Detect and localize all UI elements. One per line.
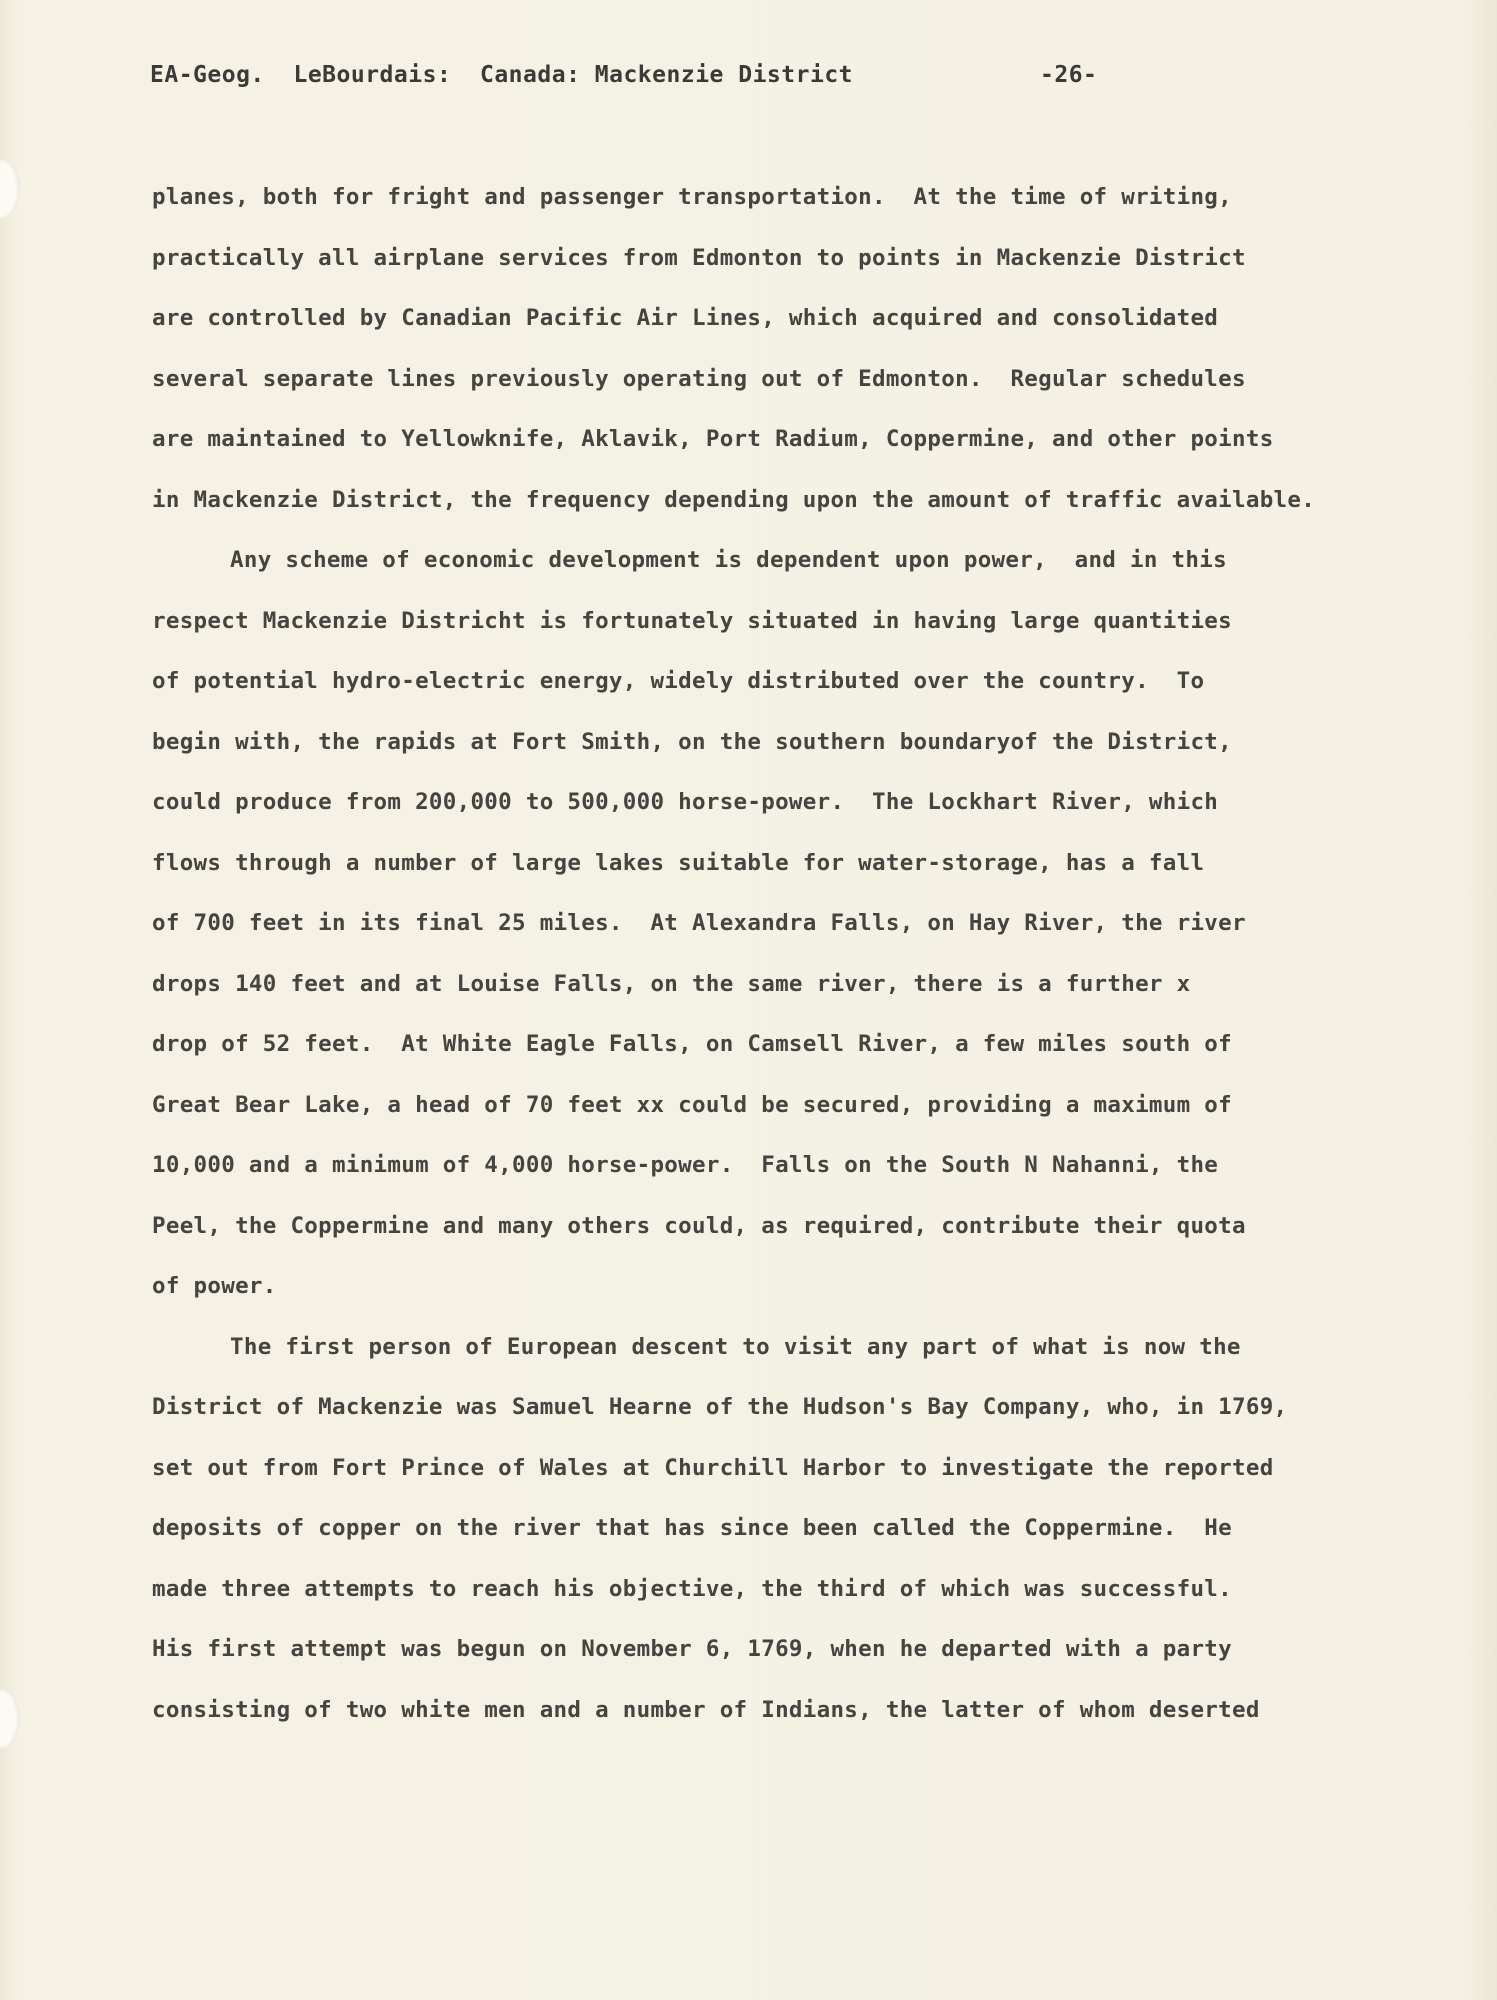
text-line: drops 140 feet and at Louise Falls, on the same river, there is a further x <box>152 970 1191 997</box>
text-line: Great Bear Lake, a head of 70 feet xx could be secured, providing a maximum of <box>152 1091 1232 1118</box>
text-line: deposits of copper on the river that has since been called the Coppermine. He <box>152 1515 1232 1541</box>
text-line: Peel, the Coppermine and many others could, as required, contribute their quota <box>152 1212 1246 1239</box>
text-line: set out from Fort Prince of Wales at Churchill Harbor to investigate the reported <box>152 1454 1274 1481</box>
text-line: respect Mackenzie Districht is fortunately situated in having large quantities <box>152 607 1232 634</box>
text-line: District of Mackenzie was Samuel Hearne of the Hudson's Bay Company, who, in 1769, <box>152 1394 1288 1420</box>
body-text <box>152 182 1452 1755</box>
text-line: consisting of two white men and a number of Indians, the latter of whom deserted <box>152 1696 1260 1723</box>
text-line: in Mackenzie District, the frequency depending upon the amount of traffic available. <box>152 486 1316 513</box>
text-line: are maintained to Yellowknife, Aklavik, Port Radium, Coppermine, and other points <box>152 426 1274 452</box>
text-line: several separate lines previously operating out of Edmonton. Regular schedules <box>152 365 1246 392</box>
text-line: planes, both for fright and passenger transportation. At the time of writing, <box>152 184 1232 210</box>
text-line: drop of 52 feet. At White Eagle Falls, on Camsell River, a few miles south of <box>152 1031 1232 1057</box>
text-line: made three attempts to reach his objective, the third of which was successful. <box>152 1575 1232 1602</box>
page-number: -26- <box>1040 62 1098 88</box>
text-line: begin with, the rapids at Fort Smith, on the southern boundaryof the District, <box>152 728 1232 755</box>
text-line: of power. <box>152 1273 277 1299</box>
text-line: The first person of European descent to visit any part of what is now the <box>230 1333 1241 1360</box>
punch-hole <box>0 160 20 218</box>
text-line: of 700 feet in its final 25 miles. At Alexandra Falls, on Hay River, the river <box>152 910 1246 936</box>
text-line: 10,000 and a minimum of 4,000 horse-power. Falls on the South N Nahanni, the <box>152 1152 1219 1178</box>
text-line: Any scheme of economic development is dependent upon power, and in this <box>230 547 1227 573</box>
text-line: flows through a number of large lakes suitable for water-storage, has a fall <box>152 849 1205 876</box>
text-line: of potential hydro-electric energy, widely distributed over the country. To <box>152 668 1205 694</box>
text-line: are controlled by Canadian Pacific Air Lines, which acquired and consolidated <box>152 305 1219 331</box>
page-header <box>150 62 1150 102</box>
text-line: practically all airplane services from Edmonton to points in Mackenzie District <box>152 244 1246 271</box>
punch-hole <box>0 1690 20 1748</box>
text-line: His first attempt was begun on November 6, 1769, when he departed with a party <box>152 1636 1232 1662</box>
header-title: EA-Geog. LeBourdais: Canada: Mackenzie District <box>150 62 854 88</box>
text-line: could produce from 200,000 to 500,000 horse-power. The Lockhart River, which <box>152 789 1219 815</box>
